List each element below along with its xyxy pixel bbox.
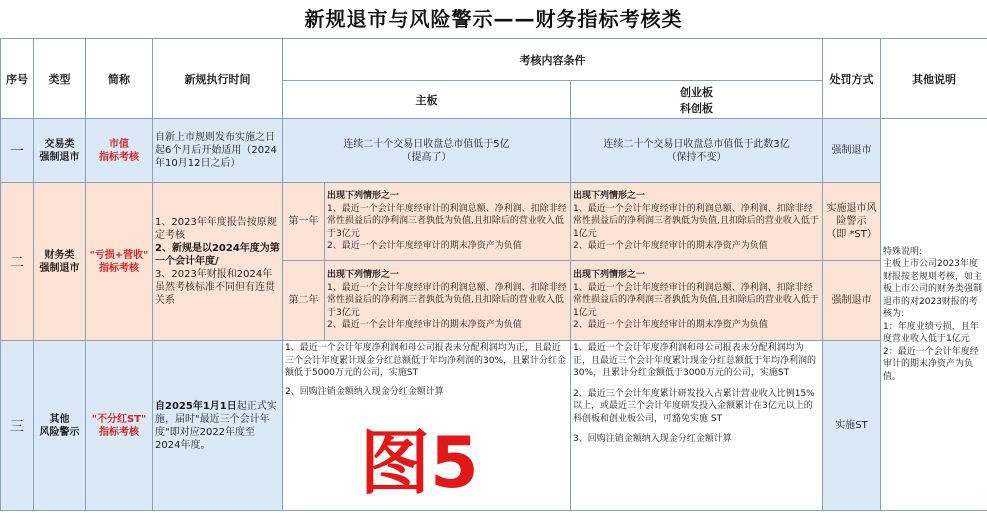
cond-1: 1、最近一个会计年度经审计的利润总额、净利润、扣除非经常性损益后的净利润三者孰低为负值,且扣除后的营业收入低于1亿元	[573, 203, 819, 239]
row3-chinext-2: 2、最近三个会计年度累计研发投入占累计营业收入比例15%以上，或最近三个会计年度研发投入金额累计在3亿元以上的科创板和创业板公司，可豁免实施 ST	[573, 388, 815, 424]
header-conditions: 考核内容条件	[283, 39, 823, 81]
row3-chinext	[571, 341, 823, 511]
cond-2: 2、最近一个会计年度经审计的期末净资产为负值	[327, 241, 522, 252]
row2-effective-3: 3、2023年财报和2024年虽然考核标准不同但有连贯关系	[155, 269, 275, 306]
header-main-board: 主板	[283, 81, 571, 119]
header-type: 类型	[34, 39, 86, 119]
notes-cell: 特殊说明: 主板上市公司2023年度财报按老规则考核，如主板上市公司的财务类强制退市的对2023财报的考核为: 1：年度业绩亏损，且年度营业收入低于1亿元 2：最近一个会计年度经审计的期末净资产为负值。	[881, 119, 987, 511]
row3-type: 其他 风险警示	[34, 341, 86, 511]
row2-year1-chinext	[571, 183, 823, 261]
header-chinext-star: 创业板 科创板	[571, 81, 823, 119]
row2-year1-label: 第一年	[283, 183, 325, 261]
row2-seq: 二	[1, 183, 34, 341]
row1-effective: 自新上市规则发布实施之日起6个月后开始适用（2024年10月12日之后）	[153, 119, 283, 183]
row2-year2-label: 第二年	[283, 261, 325, 341]
row2-effective-1: 1、2023年年度报告按原规定考核	[155, 217, 277, 241]
row3-seq: 三	[1, 341, 34, 511]
cond-1: 1、最近一个会计年度经审计的利润总额、净利润、扣除非经常性损益后的净利润三者孰低为负值,且扣除后的营业收入低于1亿元	[573, 282, 819, 318]
row1-penalty: 强制退市	[823, 119, 881, 183]
row1-main-condition: 连续二十个交易日收盘总市值低于5亿 （提高了）	[283, 119, 571, 183]
row1-chinext-condition: 连续二十个交易日收盘总市值低于此数3亿 （保持不变）	[571, 119, 823, 183]
header-seq: 序号	[1, 39, 34, 119]
header-penalty: 处罚方式	[823, 39, 881, 119]
row2-effective-2: 2、新规是以2024年度为第一个会计年度/	[155, 243, 280, 267]
cond-head: 出现下列情形之一	[327, 191, 400, 202]
cond-head: 出现下列情形之一	[327, 270, 400, 281]
page-title: 新规退市与风险警示——财务指标考核类	[304, 7, 683, 31]
row3-chinext-3: 3、回购注销金额纳入现金分红金额计算	[573, 434, 732, 444]
row2-year1-main	[325, 183, 571, 261]
figure-label-watermark: 图5	[360, 422, 479, 504]
cond-2: 2、最近一个会计年度经审计的期末净资产为负值	[573, 320, 768, 331]
criteria-table	[0, 38, 987, 511]
row1-seq: 一	[1, 119, 34, 183]
row-dividend	[1, 341, 987, 511]
row3-abbr: "不分红ST" 指标考核	[86, 341, 153, 511]
cond-1: 1、最近一个会计年度经审计的利润总额、净利润、扣除非经常性损益后的净利润三者孰低为负值,且扣除后的营业收入低于3亿元	[327, 203, 567, 239]
row1-abbr: 市值 指标考核	[86, 119, 153, 183]
row3-effective-rest: 起正式实施，届时"最近三个会计年度"即对应2022年度至2024年度。	[155, 400, 277, 451]
row3-main-2: 2、回购注销金额纳入现金分红金额计算	[285, 386, 444, 397]
row3-effective-date: 自2025年1月1日	[155, 400, 237, 412]
cond-head: 出现下列情形之一	[573, 191, 646, 202]
row2-year1-penalty: 实施退市风险警示 （即 *ST）	[823, 183, 881, 261]
row1-type: 交易类 强制退市	[34, 119, 86, 183]
row-trading	[1, 119, 987, 183]
header-effective: 新规执行时间	[153, 39, 283, 119]
row2-year2-chinext	[571, 261, 823, 341]
cond-2: 2、最近一个会计年度经审计的期末净资产为负值	[573, 241, 768, 252]
row3-effective	[153, 341, 283, 511]
row3-main-1: 1、最近一个会计年度净利润和母公司报表未分配利润均为正，且最近三个会计年度累计现金分红总额低于年均净利润的30%，且累计分红金额低于5000万元的公司，实施ST	[285, 343, 567, 378]
row3-chinext-1: 1、最近一个会计年度净利润和母公司报表未分配利润均为正，且最近三个会计年度累计现金分红总额低于年均净利润的30%，且累计分红金额低于3000万元的公司，实施ST	[573, 343, 817, 378]
row-financial-year1	[1, 183, 987, 261]
header-row-1	[1, 39, 987, 81]
cond-head: 出现下列情形之一	[573, 270, 646, 281]
row2-abbr: "亏损+营收" 指标考核	[86, 183, 153, 341]
row2-effective	[153, 183, 283, 341]
row2-type: 财务类 强制退市	[34, 183, 86, 341]
row2-year2-main	[325, 261, 571, 341]
row3-penalty: 实施ST	[823, 341, 881, 511]
cond-2: 2、最近一个会计年度经审计的期末净资产为负值	[327, 320, 522, 331]
header-notes: 其他说明	[881, 39, 987, 119]
row2-year2-penalty: 强制退市	[823, 261, 881, 341]
cond-1: 1、最近一个会计年度经审计的利润总额、净利润、扣除非经常性损益后的净利润三者孰低为负值,且扣除后的营业收入低于3亿元	[327, 282, 567, 318]
header-abbr: 简称	[86, 39, 153, 119]
